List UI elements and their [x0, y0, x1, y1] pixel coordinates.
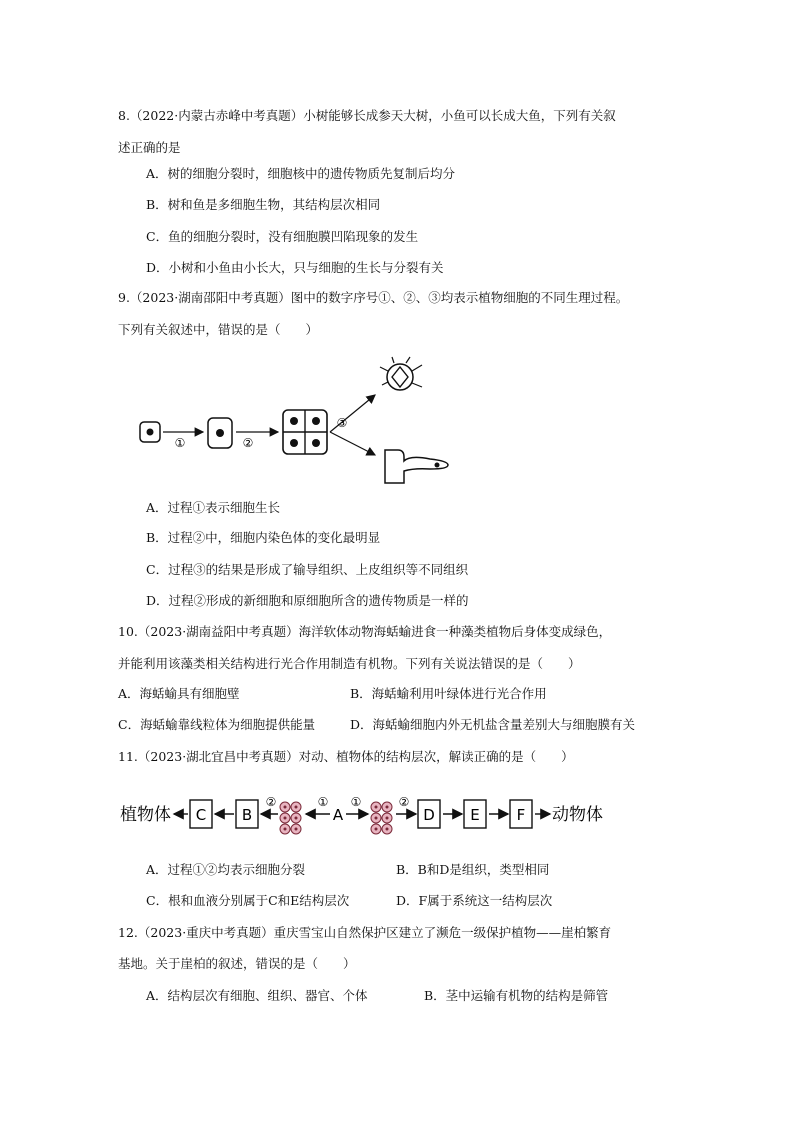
label-animal-body: 动物体 — [552, 805, 603, 825]
q9-cell-process-figure — [130, 355, 460, 485]
q12-stem-line2: 基地。关于崖柏的叙述，错误的是（ ） — [118, 956, 356, 971]
label-process-2: ② — [242, 436, 254, 450]
q10-stem-line2: 并能利用该藻类相关结构进行光合作用制造有机物。下列有关说法错误的是（ ） — [118, 656, 581, 671]
arrow-3-down — [330, 432, 375, 455]
q11-option-d: D．F属于系统这一结构层次 — [396, 893, 553, 908]
q9-stem-line2: 下列有关叙述中，错误的是（ ） — [118, 322, 319, 337]
q12-stem-line1: 12.（2023·重庆中考真题）重庆雪宝山自然保护区建立了濒危一级保护植物——崖柏繁育 — [118, 925, 612, 940]
label-process-3: ③ — [336, 416, 348, 430]
q10-option-d: D．海蛞蝓细胞内外无机盐含量差别大与细胞膜有关 — [350, 717, 636, 732]
q12-option-a: A．结构层次有细胞、组织、器官、个体 — [146, 988, 368, 1003]
q9-option-b: B．过程②中，细胞内染色体的变化最明显 — [146, 530, 381, 545]
q12-option-b: B．茎中运输有机物的结构是筛管 — [424, 988, 609, 1003]
label-right-2: ② — [398, 795, 410, 809]
q10-option-c: C．海蛞蝓靠线粒体为细胞提供能量 — [118, 717, 316, 732]
differentiated-cell-bottom — [385, 450, 448, 483]
q8-option-d: D．小树和小鱼由小长大，只与细胞的生长与分裂有关 — [146, 260, 444, 275]
arrow-3-up — [330, 395, 375, 432]
q11-option-c: C．根和血液分别属于C和E结构层次 — [146, 893, 350, 908]
cell-enlarged — [208, 418, 232, 448]
label-a: A — [332, 806, 344, 824]
box-f-label: F — [516, 806, 526, 824]
q9-option-d: D．过程②形成的新细胞和原细胞所含的遗传物质是一样的 — [146, 593, 469, 608]
box-d-label: D — [423, 806, 435, 824]
q8-option-a: A．树的细胞分裂时，细胞核中的遗传物质先复制后均分 — [146, 166, 456, 181]
label-left-1: ① — [317, 795, 329, 809]
four-cells — [283, 410, 327, 454]
q9-option-c: C．过程③的结果是形成了输导组织、上皮组织等不同组织 — [146, 562, 469, 577]
cell-cluster-left — [280, 802, 301, 834]
box-b-label: B — [241, 806, 253, 824]
q10-stem-line1: 10.（2023·湖南益阳中考真题）海洋软体动物海蛞蝓进食一种藻类植物后身体变成绿色， — [118, 624, 612, 639]
q8-option-c: C．鱼的细胞分裂时，没有细胞膜凹陷现象的发生 — [146, 229, 419, 244]
q11-structure-level-figure — [118, 786, 608, 840]
q8-option-b: B．树和鱼是多细胞生物，其结构层次相同 — [146, 197, 381, 212]
box-c-label: C — [195, 806, 207, 824]
label-left-2: ② — [265, 795, 277, 809]
q10-option-b: B．海蛞蝓利用叶绿体进行光合作用 — [350, 686, 547, 701]
differentiated-cell-top — [380, 357, 422, 390]
q9-stem-line1: 9.（2023·湖南邵阳中考真题）图中的数字序号①、②、③均表示植物细胞的不同生理过程。 — [118, 290, 629, 305]
cell-small — [140, 422, 160, 442]
q9-option-a: A．过程①表示细胞生长 — [146, 500, 281, 515]
q11-stem-line1: 11.（2023·湖北宜昌中考真题）对动、植物体的结构层次，解读正确的是（ ） — [118, 749, 574, 764]
label-plant-body: 植物体 — [120, 805, 171, 825]
box-e-label: E — [470, 806, 480, 824]
label-right-1: ① — [350, 795, 362, 809]
q8-stem-line2: 述正确的是 — [118, 140, 181, 155]
q11-option-b: B．B和D是组织，类型相同 — [396, 862, 550, 877]
q8-stem-line1: 8.（2022·内蒙古赤峰中考真题）小树能够长成参天大树，小鱼可以长成大鱼，下列有关叙 — [118, 108, 616, 123]
cell-cluster-right — [371, 802, 392, 834]
q11-option-a: A．过程①②均表示细胞分裂 — [146, 862, 306, 877]
label-process-1: ① — [174, 436, 186, 450]
q10-option-a: A．海蛞蝓具有细胞壁 — [118, 686, 240, 701]
